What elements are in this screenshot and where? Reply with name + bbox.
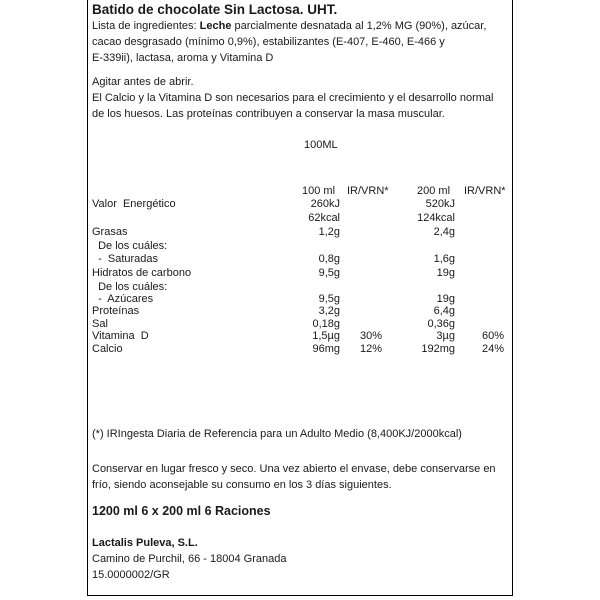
- value-100ml: 260kJ: [310, 198, 340, 210]
- value-200ml: 124kcal: [417, 212, 455, 224]
- info-line-2: El Calcio y la Vitamina D son necesarios para el crecimiento y el desarrollo normal: [92, 92, 494, 104]
- ingredients-line-3: E-339ii), lactasa, aroma y Vitamina D: [92, 52, 274, 64]
- value-200ml: 1,6g: [433, 253, 455, 265]
- ir-100ml: 30%: [359, 330, 382, 342]
- col-header-200ml: 200 ml: [417, 185, 451, 197]
- value-100ml: 9,5g: [318, 267, 340, 279]
- info-paragraph: [92, 74, 510, 122]
- ingredients-line-1: [92, 18, 510, 34]
- product-title: Batido de chocolate Sin Lactosa. UHT.: [92, 2, 338, 17]
- nutrient-label: Grasas: [92, 226, 128, 238]
- footnote: (*) IRIngesta Diaria de Referencia para un Adulto Medio (8,400KJ/2000kcal): [92, 428, 462, 440]
- ingredients-line-2: cacao desgrasado (mínimo 0,9%), estabilizantes (E-407, E-460, E-466 y: [92, 36, 445, 48]
- company-block: [92, 535, 510, 583]
- packaging-info: 1200 ml 6 x 200 ml 6 Raciones: [92, 504, 271, 518]
- value-200ml: 192mg: [421, 343, 455, 355]
- ir-200ml: 60%: [481, 330, 504, 342]
- storage-paragraph: [92, 461, 510, 493]
- col-header-100ml: 100 ml: [302, 185, 336, 197]
- nutrient-label: Calcio: [92, 343, 123, 355]
- company-name: Lactalis Puleva, S.L.: [92, 537, 198, 549]
- nutrient-label: Sal: [92, 318, 108, 330]
- value-200ml: 520kJ: [425, 198, 455, 210]
- table-unit-header: 100ML: [304, 139, 338, 151]
- value-200ml: 6,4g: [433, 305, 455, 317]
- storage-line-1: Conservar en lugar fresco y seco. Una vez abierto el envase, debe conservarse en: [92, 463, 496, 475]
- value-200ml: 19g: [436, 267, 455, 279]
- col-header-ir-2: IR/VRN*: [464, 185, 506, 197]
- value-100ml: 96mg: [312, 343, 340, 355]
- nutrient-label: Valor Energético: [92, 198, 176, 210]
- nutrient-label: Hidratos de carbono: [92, 267, 192, 279]
- value-200ml: 19g: [436, 293, 455, 305]
- nutrient-label: - Azúcares: [92, 293, 154, 305]
- ingredients-bold-word: Leche: [199, 20, 232, 32]
- ingredients-paragraph: [92, 18, 510, 66]
- value-100ml: 9,5g: [318, 293, 340, 305]
- value-100ml: 1,5µg: [312, 330, 340, 342]
- value-200ml: 3µg: [436, 330, 455, 342]
- value-100ml: 0,18g: [312, 318, 340, 330]
- nutrient-label: - Saturadas: [92, 253, 159, 265]
- company-address: Camino de Purchil, 66 - 18004 Granada: [92, 553, 287, 565]
- ingredients-prefix: Lista de ingredientes:: [92, 20, 200, 32]
- nutrient-label: Proteínas: [92, 305, 140, 317]
- value-100ml: 3,2g: [318, 305, 340, 317]
- col-header-ir-1: IR/VRN*: [347, 185, 389, 197]
- info-line-1: Agitar antes de abrir.: [92, 76, 194, 88]
- info-line-3: de los huesos. Las proteínas contribuyen a conservar la masa muscular.: [92, 108, 445, 120]
- nutrient-label: De los cuáles:: [92, 240, 168, 252]
- ir-200ml: 24%: [481, 343, 504, 355]
- ingredients-line-1-rest: parcialmente desnatada al 1,2% MG (90%), azúcar,: [231, 20, 487, 32]
- nutrient-label: Vitamina D: [92, 330, 149, 342]
- ir-100ml: 12%: [359, 343, 382, 355]
- storage-line-2: frío, siendo aconsejable su consumo en los 3 días siguientes.: [92, 479, 392, 491]
- value-200ml: 2,4g: [433, 226, 455, 238]
- company-code: 15.0000002/GR: [92, 569, 170, 581]
- nutrient-label: De los cuáles:: [92, 281, 168, 293]
- value-100ml: 62kcal: [308, 212, 340, 224]
- value-100ml: 0,8g: [318, 253, 340, 265]
- value-200ml: 0,36g: [427, 318, 455, 330]
- value-100ml: 1,2g: [318, 226, 340, 238]
